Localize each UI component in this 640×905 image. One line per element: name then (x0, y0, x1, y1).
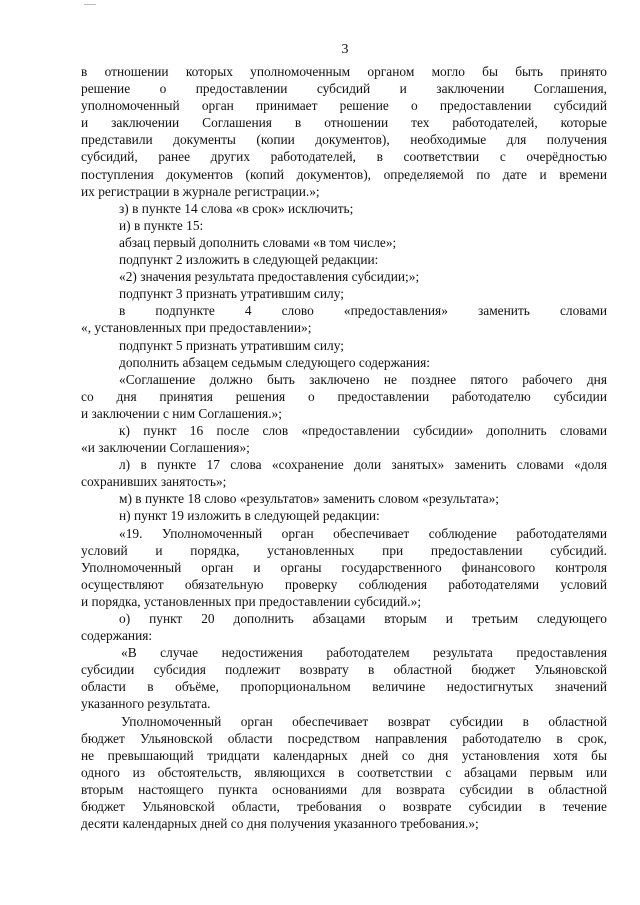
text-line: в подпункте 4 слово «предоставления» заменить словами (119, 303, 607, 319)
text-line: десяти календарных дней со дня получения указанного требования.»; (81, 816, 479, 832)
text-line: субсидии субсидия подлежит возврату в областной бюджет Ульяновской (81, 662, 607, 678)
text-line: со дня принятия решения о предоставлении работодателю субсидии (81, 388, 607, 404)
text-line: «В случае недостижения работодателем результата предоставления (121, 645, 607, 661)
text-line: л) в пункте 17 слова «сохранение доли занятых» заменить словами «доля (119, 457, 607, 473)
text-line: в отношении которых уполномоченным органом могло бы быть принято (81, 64, 607, 79)
text-line: и) в пункте 15: (119, 217, 204, 233)
scan-mark (84, 4, 96, 7)
text-line: вторым настоящего пункта основаниями для возврата субсидии в областной (81, 781, 607, 797)
text-line: подпункт 5 признать утратившим силу; (119, 337, 344, 353)
text-line: бюджет Ульяновской области, требования о возврате субсидии в течение (81, 799, 607, 815)
text-line: «и заключении Соглашения»; (81, 440, 250, 456)
page-number: 3 (341, 42, 349, 57)
text-line: содержания: (81, 628, 153, 644)
text-line: их регистрации в журнале регистрации.»; (81, 183, 320, 199)
text-line: дополнить абзацем седьмым следующего содержания: (119, 354, 430, 370)
text-line: подпункт 2 изложить в следующей редакции: (119, 252, 379, 268)
text-line: осуществляют обязательную проверку соблюдения работодателями условий (81, 576, 607, 592)
document-body (81, 63, 607, 832)
text-line: одного из обстоятельств, являющихся в соответствии с абзацами первым или (81, 764, 607, 780)
text-line: условий и порядка, установленных при предоставлении субсидий. (81, 542, 607, 558)
text-line: сохранивших занятость»; (81, 474, 227, 490)
text-line: «2) значения результата предоставления субсидии;»; (119, 269, 420, 285)
text-line: о) пункт 20 дополнить абзацами вторым и третьим следующего (119, 611, 607, 626)
text-line: «, установленных при предоставлении»; (81, 320, 312, 336)
text-line: н) пункт 19 изложить в следующей редакции: (119, 508, 380, 524)
text-line: «Соглашение должно быть заключено не позднее пятого рабочего дня (119, 371, 607, 387)
text-line: Уполномоченный орган и органы государственного финансового контроля (81, 559, 607, 575)
text-line: области в объёме, пропорциональном величине недостигнутых значений (81, 679, 607, 695)
text-line: м) в пункте 18 слово «результатов» заменить словом «результата»; (119, 491, 500, 507)
text-line: бюджет Ульяновской области посредством направления работодателю в срок, (81, 730, 607, 746)
text-line: субсидий, ранее других работодателей, в соответствии с очерёдностью (81, 149, 607, 165)
text-line: абзац первый дополнить словами «в том числе»; (119, 234, 397, 250)
text-line: к) пункт 16 после слов «предоставлении субсидии» дополнить словами (119, 422, 607, 438)
text-line: решение о предоставлении субсидий и заключении Соглашения, (81, 81, 607, 97)
text-line: указанного результата. (81, 696, 211, 712)
text-line: уполномоченный орган принимает решение о предоставлении субсидий (81, 98, 607, 114)
text-line: не превышающий тридцати календарных дней со дня установления хотя бы (81, 747, 607, 763)
text-line: представили документы (копии документов), необходимые для получения (81, 132, 607, 148)
text-line: и порядка, установленных при предоставлении субсидий.»; (81, 593, 422, 609)
text-line: подпункт 3 признать утратившим силу; (119, 286, 344, 302)
text-line: «19. Уполномоченный орган обеспечивает соблюдение работодателями (119, 525, 607, 541)
text-line: и заключении Соглашения в отношении тех работодателей, которые (81, 115, 607, 131)
text-line: з) в пункте 14 слова «в срок» исключить; (119, 200, 354, 216)
text-line: и заключении с ним Соглашения.»; (81, 405, 282, 421)
text-line: поступления документов (копий документов), определяемой по дате и времени (81, 166, 607, 182)
text-line: Уполномоченный орган обеспечивает возврат субсидии в областной (121, 713, 607, 729)
